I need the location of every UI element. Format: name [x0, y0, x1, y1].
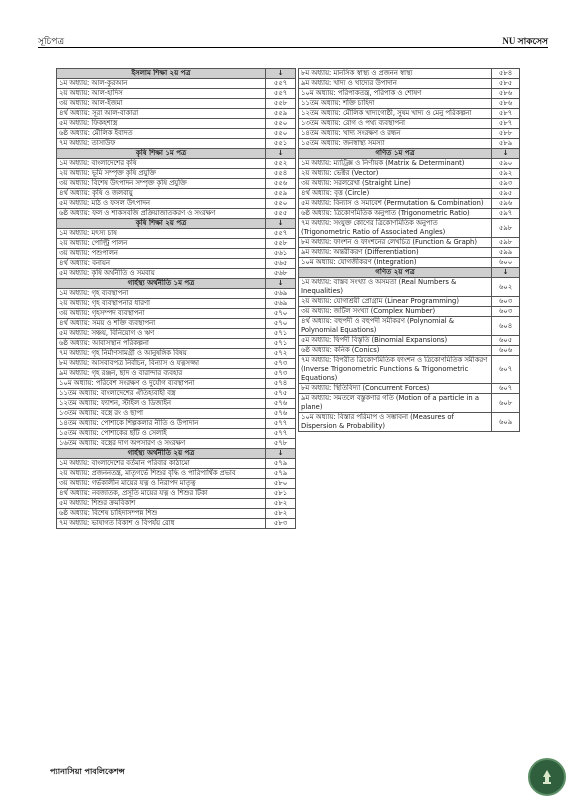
toc-row — [57, 349, 296, 359]
down-arrow-icon: ↓ — [266, 149, 296, 159]
toc-row — [57, 439, 296, 449]
chapter-title: ১২তম অধ্যায়: মৌলিক খাদ্যগোষ্ঠী, সুষম খাদ্য ও মেনু পরিকল্পনা — [299, 109, 492, 119]
chapter-title: ১৫তম অধ্যায়: জনস্বাস্থ্য সমস্যা — [299, 139, 492, 149]
page-number: ৫৭৫ — [266, 389, 296, 399]
header-rule — [38, 47, 548, 48]
chapter-title: ১৪তম অধ্যায়: খাদ্য সংরক্ষণ ও রন্ধন — [299, 129, 492, 139]
section-title: গণিত ১ম পত্র — [299, 149, 492, 159]
chapter-title: ২য় অধ্যায়: যোগাশ্রয়ী প্রোগ্রাম (Linear Programming) — [299, 297, 492, 307]
toc-row — [57, 379, 296, 389]
chapter-title: ১ম অধ্যায়: বাংলাদেশের কৃষি — [57, 159, 266, 169]
page-number: ৫৯৭ — [492, 209, 520, 219]
lamp-icon — [538, 768, 556, 786]
page-number: ৫৮৩ — [266, 519, 296, 529]
toc-row — [57, 199, 296, 209]
chapter-title: ১৩তম অধ্যায়: রোগ ও পথ্য ব্যবস্থাপনা — [299, 119, 492, 129]
page-number: ৫৯৬ — [492, 199, 520, 209]
chapter-title: ৬ষ্ঠ অধ্যায়: বিশেষ চাহিদাসম্পন্ন শিশু — [57, 509, 266, 519]
toc-row — [299, 346, 520, 356]
toc-row — [57, 489, 296, 499]
chapter-title: ৪র্থ অধ্যায়: সময় ও শক্তি ব্যবস্থাপনা — [57, 319, 266, 329]
chapter-title: ৮ম অধ্যায়: স্থিতিবিদ্যা (Concurrent Forces) — [299, 384, 492, 394]
page-number: ৫৮৬ — [492, 89, 520, 99]
page-number: ৫৭৮ — [266, 439, 296, 449]
page-number: ৫৫৯ — [266, 189, 296, 199]
chapter-title: ৫ম অধ্যায়: দ্বিপদী বিস্তৃতি (Binomial Expansions) — [299, 336, 492, 346]
page-number: ৬০৩ — [492, 297, 520, 307]
chapter-title: ৪র্থ অধ্যায়: বনায়ন — [57, 259, 266, 269]
toc-row — [57, 159, 296, 169]
chapter-title: ৪র্থ অধ্যায়: বৃত্ত (Circle) — [299, 189, 492, 199]
chapter-title: ৯ম অধ্যায়: খাদ্য ও খাদ্যের উপাদান — [299, 79, 492, 89]
chapter-title: ৮ম অধ্যায়: মানসিক স্বাস্থ্য ও প্রজনন স্বাস্থ্য — [299, 69, 492, 79]
toc-row — [299, 119, 520, 129]
toc-row — [299, 278, 520, 297]
page-number: ৫৮৪ — [492, 69, 520, 79]
down-arrow-icon: ↓ — [266, 69, 296, 79]
toc-row — [299, 248, 520, 258]
toc-row — [57, 319, 296, 329]
chapter-title: ৬ষ্ঠ অধ্যায়: মৌলিক ইবাদত — [57, 129, 266, 139]
toc-row — [57, 299, 296, 309]
toc-row — [299, 307, 520, 317]
chapter-title: ৭ম অধ্যায়: বিপরীত ত্রিকোণমিতিক ফাংশন ও ত্রিকোণমিতিক সমীকরণ (Inverse Trigonometric Functions & Trigonometric Equations) — [299, 356, 492, 384]
chapter-title: ১৬তম অধ্যায়: বস্ত্রের দাগ অপসারণ ও সংরক্ষণ — [57, 439, 266, 449]
toc-row — [57, 89, 296, 99]
chapter-title: ৩য় অধ্যায়: গৃহসম্পদ ব্যবস্থাপনা — [57, 309, 266, 319]
page-number: ৫৭০ — [266, 319, 296, 329]
section-title: গার্হস্থ্য অর্থনীতি ১ম পত্র — [57, 279, 266, 289]
page-number: ৫৫৯ — [266, 109, 296, 119]
chapter-title: ১ম অধ্যায়: বাস্তব সংখ্যা ও অসমতা (Real Numbers & Inequalities) — [299, 278, 492, 297]
toc-row — [57, 519, 296, 529]
chapter-title: ৭ম অধ্যায়: তাসাউফ — [57, 139, 266, 149]
toc-row — [299, 394, 520, 413]
chapter-title: ২য় অধ্যায়: আল-হাদিস — [57, 89, 266, 99]
chapter-title: ১ম অধ্যায়: আল-কুরআন — [57, 79, 266, 89]
chapter-title: ৪র্থ অধ্যায়: বহুপদী ও বহুপদী সমীকরণ (Polynomial & Polynomial Equations) — [299, 317, 492, 336]
page-header-left: সূচিপত্র — [38, 37, 65, 47]
section-header — [57, 449, 296, 459]
page-number: ৫৬৫ — [266, 259, 296, 269]
toc-row — [57, 119, 296, 129]
page-number: ৫৫৪ — [266, 169, 296, 179]
toc-row — [299, 199, 520, 209]
chapter-title: ৫ম অধ্যায়: সঞ্চয়, বিনিয়োগ ও ঋণ — [57, 329, 266, 339]
section-title: ইসলাম শিক্ষা ২য় পত্র — [57, 69, 266, 79]
toc-row — [299, 159, 520, 169]
chapter-title: ৫ম অধ্যায়: ফিকহশাস্ত্র — [57, 119, 266, 129]
page-number: ৫৬১ — [266, 249, 296, 259]
toc-right-table — [298, 68, 520, 432]
chapter-title: ৬ষ্ঠ অধ্যায়: ত্রিকোণমিতিক অনুপাত (Trigonometric Ratio) — [299, 209, 492, 219]
chapter-title: ২য় অধ্যায়: পোল্ট্রি পালন — [57, 239, 266, 249]
page-number: ৫৭০ — [266, 309, 296, 319]
toc-row — [299, 317, 520, 336]
page-number: ৬০৭ — [492, 384, 520, 394]
chapter-title: ৬ষ্ঠ অধ্যায়: ফল ও শাকসবজি প্রক্রিয়াজাতকরণ ও সংরক্ষণ — [57, 209, 266, 219]
page-number: ৫৭২ — [266, 349, 296, 359]
chapter-title: ৫ম অধ্যায়: বিন্যাস ও সমাবেশ (Permutation & Combination) — [299, 199, 492, 209]
section-header — [299, 149, 520, 159]
chapter-title: ৮ম অধ্যায়: ফাংশন ও ফাংশনের লেখচিত্র (Function & Graph) — [299, 238, 492, 248]
toc-row — [57, 329, 296, 339]
toc-row — [299, 189, 520, 199]
chapter-title: ১০ম অধ্যায়: পরিবেশ সংরক্ষণ ও দুর্যোগ ব্যবস্থাপনা — [57, 379, 266, 389]
toc-row — [57, 339, 296, 349]
toc-row — [57, 289, 296, 299]
chapter-title: ৪র্থ অধ্যায়: কৃষি ও জলবায়ু — [57, 189, 266, 199]
section-title: কৃষি শিক্ষা ২য় পত্র — [57, 219, 266, 229]
page-number: ৫৮০ — [266, 479, 296, 489]
toc-row — [57, 389, 296, 399]
toc-row — [57, 399, 296, 409]
chapter-title: ১১তম অধ্যায়: শক্তি চাহিদা — [299, 99, 492, 109]
chapter-title: ২য় অধ্যায়: ভূমি সম্পৃক্ত কৃষি প্রযুক্তি — [57, 169, 266, 179]
section-header — [57, 69, 296, 79]
toc-row — [57, 209, 296, 219]
page-number: ৫৭৩ — [266, 369, 296, 379]
page-number: ৫৯৮ — [492, 238, 520, 248]
toc-row — [299, 209, 520, 219]
down-arrow-icon: ↓ — [266, 449, 296, 459]
toc-row — [299, 179, 520, 189]
toc-row — [57, 269, 296, 279]
chapter-title: ১ম অধ্যায়: বাংলাদেশের বর্তমান পরিবার কাঠামো — [57, 459, 266, 469]
chapter-title: ৯ম অধ্যায়: অন্তরীকরণ (Differentiation) — [299, 248, 492, 258]
page-number: ৫৮৬ — [492, 99, 520, 109]
publisher-footer: প্যানাসিয়া পাবলিকেশন্স — [50, 767, 125, 776]
page-number: ৫৮২ — [266, 499, 296, 509]
page-number: ৬০৫ — [492, 336, 520, 346]
chapter-title: ১১তম অধ্যায়: বাংলাদেশের ঐতিহ্যবাহী বস্ত্র — [57, 389, 266, 399]
chapter-title: ৫ম অধ্যায়: মাঠ ও ফসল উৎপাদন — [57, 199, 266, 209]
page-number: ৫৯৩ — [492, 179, 520, 189]
page-number: ৫৫৮ — [266, 99, 296, 109]
publisher-logo — [528, 758, 566, 796]
page-number: ৫৬৯ — [266, 289, 296, 299]
down-arrow-icon: ↓ — [492, 149, 520, 159]
toc-row — [57, 129, 296, 139]
page-number: ৬০৪ — [492, 317, 520, 336]
page-number: ৫৯০ — [492, 159, 520, 169]
page-number: ৫৯৫ — [492, 189, 520, 199]
chapter-title: ২য় অধ্যায়: গৃহ ব্যবস্থাপনার ধারণা — [57, 299, 266, 309]
toc-row — [299, 238, 520, 248]
page-number: ৬০৯ — [492, 413, 520, 432]
toc-right-column — [298, 68, 520, 432]
page-number: ৫৭৪ — [266, 379, 296, 389]
page-number: ৫৭১ — [266, 329, 296, 339]
toc-row — [57, 469, 296, 479]
page-number: ৫৭৬ — [266, 409, 296, 419]
chapter-title: ১৫তম অধ্যায়: পোশাকের ছাঁট ও সেলাই — [57, 429, 266, 439]
chapter-title: ১০ম অধ্যায়: পরিপাকতন্ত্র, পরিপাক ও শোষণ — [299, 89, 492, 99]
page-number: ৫৫০ — [266, 199, 296, 209]
section-header — [299, 268, 520, 278]
page-number: ৫৫০ — [266, 129, 296, 139]
chapter-title: ১৪তম অধ্যায়: পোশাকে শিল্পকলার নীতি ও উপাদান — [57, 419, 266, 429]
toc-row — [57, 99, 296, 109]
page-number: ৬০০ — [492, 258, 520, 268]
toc-row — [57, 479, 296, 489]
toc-row — [57, 239, 296, 249]
chapter-title: ৭ম অধ্যায়: ভাষাগত বিকাশ ও বিপর্যয় রোধ — [57, 519, 266, 529]
chapter-title: ২য় অধ্যায়: প্রজননতন্ত্র, মাতৃগর্ভে শিশুর বৃদ্ধি ও পারিপার্শ্বিক প্রভাব — [57, 469, 266, 479]
chapter-title: ১০ম অধ্যায়: বিস্তার পরিমাপ ও সম্ভাবনা (Measures of Dispersion & Probability) — [299, 413, 492, 432]
toc-row — [57, 419, 296, 429]
page-number: ৫৭৩ — [266, 359, 296, 369]
section-title: গণিত ২য় পত্র — [299, 268, 492, 278]
section-header — [57, 149, 296, 159]
chapter-title: ৫ম অধ্যায়: শিশুর ক্রমবিকাশ — [57, 499, 266, 509]
page-number: ৫৭১ — [266, 339, 296, 349]
chapter-title: ৮ম অধ্যায়: আসবাবপত্র নির্বাচন, বিন্যাস ও যত্নসজ্জা — [57, 359, 266, 369]
chapter-title: ৯ম অধ্যায়: সমতলে বস্তুকণার গতি (Motion of a particle in a plane) — [299, 394, 492, 413]
down-arrow-icon: ↓ — [266, 219, 296, 229]
chapter-title: ৪র্থ অধ্যায়: নবজাতক, প্রসূতি মায়ের যত্ন ও শিশুর টিকা — [57, 489, 266, 499]
toc-left-column — [56, 68, 296, 529]
toc-row — [299, 258, 520, 268]
page-number: ৫৯৯ — [492, 248, 520, 258]
toc-row — [299, 69, 520, 79]
toc-row — [299, 297, 520, 307]
page-number: ৫৮৭ — [492, 119, 520, 129]
toc-row — [57, 179, 296, 189]
chapter-title: ৪র্থ অধ্যায়: সূরা আল-বাকারা — [57, 109, 266, 119]
toc-row — [57, 459, 296, 469]
toc-row — [299, 99, 520, 109]
page-number: ৫৭৯ — [266, 459, 296, 469]
toc-row — [57, 369, 296, 379]
chapter-title: ৩য় অধ্যায়: গর্ভকালীন মায়ের যত্ন ও নিরাপদ মাতৃত্ব — [57, 479, 266, 489]
page-number: ৫৮৯ — [492, 139, 520, 149]
toc-row — [299, 413, 520, 432]
page-number: ৫৮৮ — [492, 129, 520, 139]
chapter-title: ৩য় অধ্যায়: সরলরেখা (Straight Line) — [299, 179, 492, 189]
toc-row — [299, 79, 520, 89]
toc-row — [57, 169, 296, 179]
chapter-title: ৩য় অধ্যায়: বিশেষ উৎপাদন সম্পৃক্ত কৃষি প্রযুক্তি — [57, 179, 266, 189]
page-number: ৬০৬ — [492, 346, 520, 356]
page-number: ৫৫২ — [266, 159, 296, 169]
page-number: ৫৯২ — [492, 169, 520, 179]
toc-row — [57, 429, 296, 439]
page-number: ৫৮২ — [266, 509, 296, 519]
page-number: ৫৬৮ — [266, 269, 296, 279]
page-number: ৫৯৮ — [492, 219, 520, 238]
page-number: ৫৫১ — [266, 139, 296, 149]
page-number: ৫৫৮ — [266, 239, 296, 249]
toc-row — [299, 89, 520, 99]
chapter-title: ৭ম অধ্যায়: সংযুক্ত কোণের ত্রিকোণমিতিক অনুপাত (Trigonometric Ratio of Associated Angles) — [299, 219, 492, 238]
chapter-title: ৯ম অধ্যায়: গৃহ রঞ্জন, ছাদ ও বারান্দার ব্যবহার — [57, 369, 266, 379]
section-title: কৃষি শিক্ষা ১ম পত্র — [57, 149, 266, 159]
page-number: ৬০৭ — [492, 356, 520, 384]
toc-row — [57, 359, 296, 369]
chapter-title: ৩য় অধ্যায়: পশুপালন — [57, 249, 266, 259]
toc-row — [57, 309, 296, 319]
toc-row — [299, 129, 520, 139]
section-title: গার্হস্থ্য অর্থনীতি ২য় পত্র — [57, 449, 266, 459]
toc-row — [57, 79, 296, 89]
chapter-title: ৩য় অধ্যায়: জটিল সংখ্যা (Complex Number) — [299, 307, 492, 317]
chapter-title: ৬ষ্ঠ অধ্যায়: কনিক (Conics) — [299, 346, 492, 356]
toc-row — [57, 189, 296, 199]
chapter-title: ৩য় অধ্যায়: আল-ইজমা — [57, 99, 266, 109]
chapter-title: ১ম অধ্যায়: মৎস্য চাষ — [57, 229, 266, 239]
section-header — [57, 219, 296, 229]
page-number: ৬০৮ — [492, 394, 520, 413]
toc-row — [299, 109, 520, 119]
chapter-title: ৭ম অধ্যায়: গৃহ নির্মাণসামগ্রী ও আনুষঙ্গিক বিষয় — [57, 349, 266, 359]
toc-row — [57, 139, 296, 149]
chapter-title: ৫ম অধ্যায়: কৃষি অর্থনীতি ও সমবায় — [57, 269, 266, 279]
toc-row — [299, 336, 520, 346]
section-header — [57, 279, 296, 289]
page-number: ৬০২ — [492, 278, 520, 297]
toc-row — [299, 384, 520, 394]
page-number: ৫৭৯ — [266, 469, 296, 479]
toc-row — [299, 356, 520, 384]
down-arrow-icon: ↓ — [492, 268, 520, 278]
chapter-title: ১৩তম অধ্যায়: বস্ত্রে রং ও ছাপা — [57, 409, 266, 419]
chapter-title: ১২তম অধ্যায়: ফ্যাশন, স্টাইল ও ডিজাইন — [57, 399, 266, 409]
page-number: ৫৫৭ — [266, 79, 296, 89]
page-number: ৫৮১ — [266, 489, 296, 499]
chapter-title: ১ম অধ্যায়: ম্যাট্রিক্স ও নির্ণায়ক (Matrix & Determinant) — [299, 159, 492, 169]
page-number: ৫৬৯ — [266, 299, 296, 309]
page-number: ৫৫৭ — [266, 229, 296, 239]
page-number: ৫৮৭ — [492, 109, 520, 119]
toc-row — [57, 259, 296, 269]
page-number: ৫৫০ — [266, 119, 296, 129]
page-number: ৫৮৫ — [492, 79, 520, 89]
toc-row — [299, 169, 520, 179]
chapter-title: ২য় অধ্যায়: ভেক্টর (Vector) — [299, 169, 492, 179]
page-number: ৫৫৭ — [266, 89, 296, 99]
page-number: ৫৭৬ — [266, 399, 296, 409]
toc-row — [57, 109, 296, 119]
chapter-title: ১ম অধ্যায়: গৃহ ব্যবস্থাপনা — [57, 289, 266, 299]
toc-row — [299, 139, 520, 149]
page-number: ৫৭৭ — [266, 419, 296, 429]
chapter-title: ১০ম অধ্যায়: যোগজীকরণ (Integration) — [299, 258, 492, 268]
toc-row — [57, 409, 296, 419]
toc-left-table — [56, 68, 296, 529]
down-arrow-icon: ↓ — [266, 279, 296, 289]
toc-row — [299, 219, 520, 238]
page-number: ৫৫৬ — [266, 179, 296, 189]
page-number: ৬০৩ — [492, 307, 520, 317]
toc-row — [57, 249, 296, 259]
page-header-right: NU সাকসেস — [502, 36, 548, 46]
chapter-title: ৬ষ্ঠ অধ্যায়: আবাসস্থান পরিকল্পনা — [57, 339, 266, 349]
page-number: ৫৫৫ — [266, 209, 296, 219]
toc-row — [57, 229, 296, 239]
page-number: ৫৭৭ — [266, 429, 296, 439]
toc-row — [57, 499, 296, 509]
toc-row — [57, 509, 296, 519]
